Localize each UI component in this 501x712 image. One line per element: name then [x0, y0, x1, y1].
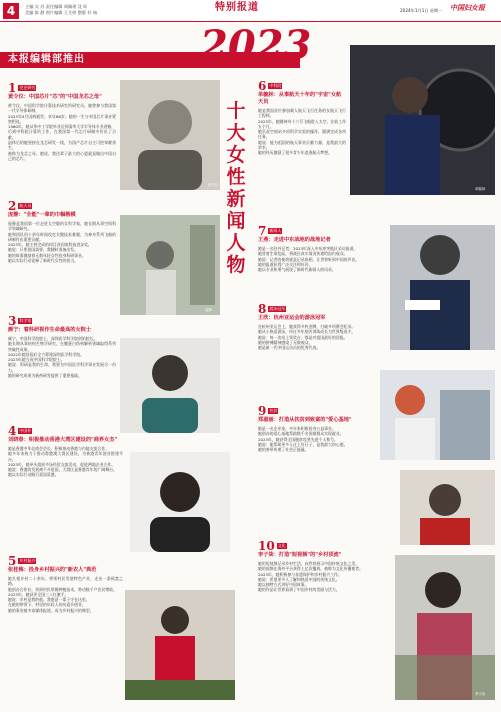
item-tag: 党史研究 — [19, 85, 36, 90]
body-line: 她说：香港的发展离不开祖国，大湾区是香港青年的广阔舞台。 — [8, 467, 117, 473]
list-item — [8, 82, 116, 193]
item-title: 王燕：走进中东战地的战地记者 — [258, 237, 331, 243]
body-line: 她说：能为祖国的航天事业贡献力量，是我最大的荣幸。 — [258, 139, 346, 151]
item-title: 单毓林：从事航天十年的"宇宙"女航天员 — [258, 92, 342, 105]
body-line: 2023年4月因病逝世，享年86岁。她的一生与中国芯片事业紧密相连。 — [8, 113, 116, 124]
body-line: 她的故事激励着无数年轻女性投身科研事业。 — [8, 252, 86, 258]
item-tag: 中国杯 — [19, 428, 32, 433]
portrait-photo — [120, 338, 220, 433]
portrait-photo — [400, 470, 495, 545]
item-tag: 乡村振兴 — [19, 558, 36, 563]
body-line: 她的善举传递了社会正能量。 — [258, 447, 309, 453]
portrait-photo — [380, 370, 495, 460]
item-number: 5 — [8, 554, 17, 568]
portrait-photo — [350, 45, 495, 195]
body-line: 2023年，她随神舟十六号飞船进入太空，在轨工作五个月。 — [258, 118, 346, 129]
body-line: 2023年她当选中国科学院院士。 — [8, 357, 65, 363]
body-line: 她创办合作社，培训村民掌握种植技术，带动数千户农民增收。 — [8, 586, 117, 592]
body-line: 庞静是我国第一位走进太空舱的女科学家，她长期从事空间科学领域研究。 — [8, 221, 116, 232]
item-title: 刘晓春：积极推动香港大湾区建设的"商界女杰" — [8, 437, 118, 443]
body-line: 她和团队用十余年时间攻克关键技术难题，为神舟系列飞船的研制作出重要贡献。 — [8, 231, 116, 242]
item-tag: 航天员 — [19, 203, 32, 208]
item-body — [258, 324, 386, 394]
portrait-photo — [395, 555, 495, 700]
photo-caption: 庞静 — [205, 308, 212, 312]
body-line: 她的报道获得广泛关注和好评。 — [258, 261, 313, 267]
newspaper-logo: 中国妇女报 — [450, 3, 485, 12]
body-line: 她说：希望更多人了解和热爱中国的传统文化。 — [258, 576, 340, 582]
body-line: 她是新一代中国运动员的优秀代表。 — [258, 345, 321, 351]
item-number: 2 — [8, 199, 17, 213]
body-line: 被称为龙芯之母。她说，我这辈子最大的心愿就是做出中国自己的芯片。 — [8, 150, 116, 161]
list-item — [258, 225, 386, 311]
item-number: 7 — [258, 224, 267, 238]
body-line: 她扎根乡村二十余年，带领村民发展特色产业，走出一条致富之路。 — [8, 576, 123, 587]
body-line: 黄令仪，中国科学院计算技术研究所研究员。她曾参与我国第一代半导体研制， — [8, 103, 116, 114]
body-line: 她说：记者的使命就是记录真相，让世界听到中国的声音。 — [258, 256, 360, 262]
item-number: 10 — [258, 539, 275, 553]
item-body — [8, 221, 116, 316]
portrait-photo — [390, 225, 495, 350]
body-line: 退休后的她坚持在龙芯研发一线，为国产芯片自主可控奉献余生， — [8, 140, 116, 151]
list-item — [258, 540, 390, 711]
item-body — [8, 103, 116, 193]
item-tag: 新闻人 — [269, 228, 282, 233]
page-header — [0, 0, 501, 22]
photo-caption: 单毓林 — [475, 187, 486, 191]
body-line: 2023年，她主持完成的项目获国家科技进步奖。 — [8, 242, 92, 248]
body-line: 她创办的爱心基地帮助数千名困难群众实现就业。 — [258, 431, 344, 437]
body-line: 2023年，她获得全国脱贫攻坚先进个人称号。 — [258, 436, 338, 442]
body-line: 她长期从事结构生物学研究，在膜蛋白结构解析领域取得系列突破性成果。 — [8, 341, 116, 352]
body-line: 她是我国首位参加载人航天飞行任务的女航天飞行工程师。 — [258, 108, 346, 119]
section-title: 特别报道 — [215, 2, 259, 13]
item-body — [258, 426, 396, 541]
item-number: 3 — [8, 314, 17, 328]
body-line: 后到中科院计算所工作，在我国第一代芯片研制中作出了贡献。 — [8, 129, 116, 140]
portrait-photo — [130, 452, 230, 552]
body-line: 她说：只要祖国需要，我随时准备出发。 — [8, 247, 79, 253]
body-line: 她说：能帮助更多人过上好日子，是我最大的心愿。 — [258, 441, 348, 447]
item-title: 黄令仪：中国芯片"芯"的"中国龙芯之母" — [8, 94, 102, 100]
body-line: 她用短视频记录乡村生活，向世界展示中国传统文化之美。 — [258, 561, 360, 566]
body-line: 她负责空间站多项科学实验的操作，圆满完成各项任务。 — [258, 129, 346, 140]
item-body — [8, 336, 116, 431]
body-line: 她说：科研是我的生命，我要为中国医学科学事业发展尽一份力。 — [8, 362, 116, 373]
item-body — [258, 561, 390, 711]
list-item — [8, 315, 116, 431]
item-body — [258, 108, 346, 233]
item-title: 李子柒：打造"短视频"的"乡村顶流" — [258, 552, 342, 558]
banner-title: 本报编辑部推出 — [8, 54, 85, 65]
item-title: 王欣：杭州亚运会的游泳冠军 — [258, 315, 326, 321]
item-tag: 中科院 — [269, 83, 282, 88]
body-line: 2022年她回国后全力筹建深圳医学科学院。 — [8, 351, 85, 357]
body-line: 她说：乡村是我的根，我愿意一辈子守在这里。 — [8, 597, 90, 603]
body-line: 她的视频在海外平台获得上亿次播放，被称为文化传播使者。 — [258, 566, 364, 572]
year-title: 2023 — [200, 22, 312, 69]
body-line: 她以实际行动践行爱国爱港。 — [8, 472, 59, 478]
body-line: 她多年来致力于推动粤港澳大湾区建设，为香港青年创业搭建平台。 — [8, 451, 123, 462]
body-line: 她的拼搏精神感染了无数观众。 — [258, 339, 313, 345]
item-number: 1 — [8, 81, 17, 95]
item-title: 郑淑丽：打造从扶贫到致富的"爱心基地" — [258, 417, 352, 423]
body-line: 她的事迹被多家媒体报道，成为乡村振兴的典型。 — [8, 607, 94, 613]
editor-credits — [25, 4, 135, 16]
body-line: 在杭州亚运会上，她获得多枚金牌，打破多项赛会纪录。 — [258, 324, 356, 329]
item-number: 6 — [258, 79, 267, 93]
item-title: 庞静："全能"一辈的巾帼楷模 — [8, 212, 76, 218]
list-item — [8, 555, 123, 712]
group-photo — [125, 590, 235, 700]
body-line: 她以独特方式讲好中国故事。 — [258, 582, 309, 588]
body-line: 她的研究成果为新药研发提供了重要基础。 — [8, 373, 82, 379]
portrait-photo — [120, 80, 220, 190]
item-title: 颜宁：着科研视作生命最高的女院士 — [8, 327, 92, 333]
item-tag: 扶贫 — [269, 408, 278, 413]
body-line: 她是香港中华总商会会长，积极推动香港与内地交流合作。 — [8, 446, 110, 451]
photo-caption: 黄令仪 — [208, 183, 219, 187]
body-line: 她以实际行动诠释了新时代女性的担当。 — [8, 258, 79, 264]
body-line: 她从小热爱游泳，经过多年刻苦训练成长为世界级选手。 — [258, 329, 356, 335]
body-line: 2023年，她牵头组织多场经贸交流活动，促进两地企业合作。 — [8, 461, 116, 467]
credit-line: 主编 吴 苏 责任编辑 周佩瑶 沈 昕 — [25, 4, 88, 9]
list-item — [8, 200, 116, 316]
list-item — [258, 80, 346, 233]
photo-caption: 李子柒 — [475, 692, 486, 696]
list-item — [258, 303, 386, 394]
issue-date: 2024年1月1日 星期一 — [400, 8, 443, 13]
body-line: 2023年，她积极参与非遗保护和乡村振兴工作。 — [258, 571, 342, 577]
body-line: 2023年，她获评全国三八红旗手。 — [8, 591, 69, 597]
body-line: 她以专业和勇气展现了新时代新闻人的风采。 — [258, 267, 336, 273]
item-tag: 文化 — [277, 543, 286, 548]
item-tag: 科学家 — [19, 318, 32, 323]
body-line: 她的作品让世界看到了中国乡村的美丽与活力。 — [258, 587, 340, 593]
item-tag: 游泳冠军 — [269, 306, 286, 311]
list-item — [8, 425, 123, 546]
item-number: 9 — [258, 404, 267, 418]
portrait-photo — [120, 215, 220, 315]
body-line: 她是一名驻外记者，2023年深入中东冲突地区采访报道。 — [258, 246, 358, 251]
body-line: 在她的带领下，村里的年轻人纷纷返乡创业。 — [8, 602, 86, 608]
item-body — [8, 446, 123, 546]
feature-title: 十大女性新闻人物 — [226, 100, 246, 276]
body-line: 她冒着生命危险，将战区真实情况传递给国内观众。 — [258, 251, 348, 257]
body-line: 她的经历激励了很多青少年追逐航天梦想。 — [258, 150, 332, 156]
item-body — [8, 576, 123, 712]
item-number: 4 — [8, 424, 17, 438]
item-body — [258, 246, 386, 311]
body-line: 她说：每一次站上领奖台，都是对祖国最好的回报。 — [258, 334, 348, 340]
body-line: 她是一名企业家，多年来积极投身公益事业。 — [258, 426, 336, 431]
item-number: 8 — [258, 302, 267, 316]
body-line: 1960年，她从华中工学院毕业后到清华大学半导体专业进修， — [8, 124, 116, 130]
body-line: 颜宁，中国科学院院士，深圳医学科学院创始院长。 — [8, 336, 98, 341]
list-item — [258, 405, 396, 541]
credit-line: 美编 陈 静 图片编辑 王艾婷 整版 杜 杨 — [25, 10, 98, 15]
page-number: 4 — [3, 3, 19, 19]
item-title: 张桂梅：投身乡村振兴的"新农人"典范 — [8, 567, 97, 573]
